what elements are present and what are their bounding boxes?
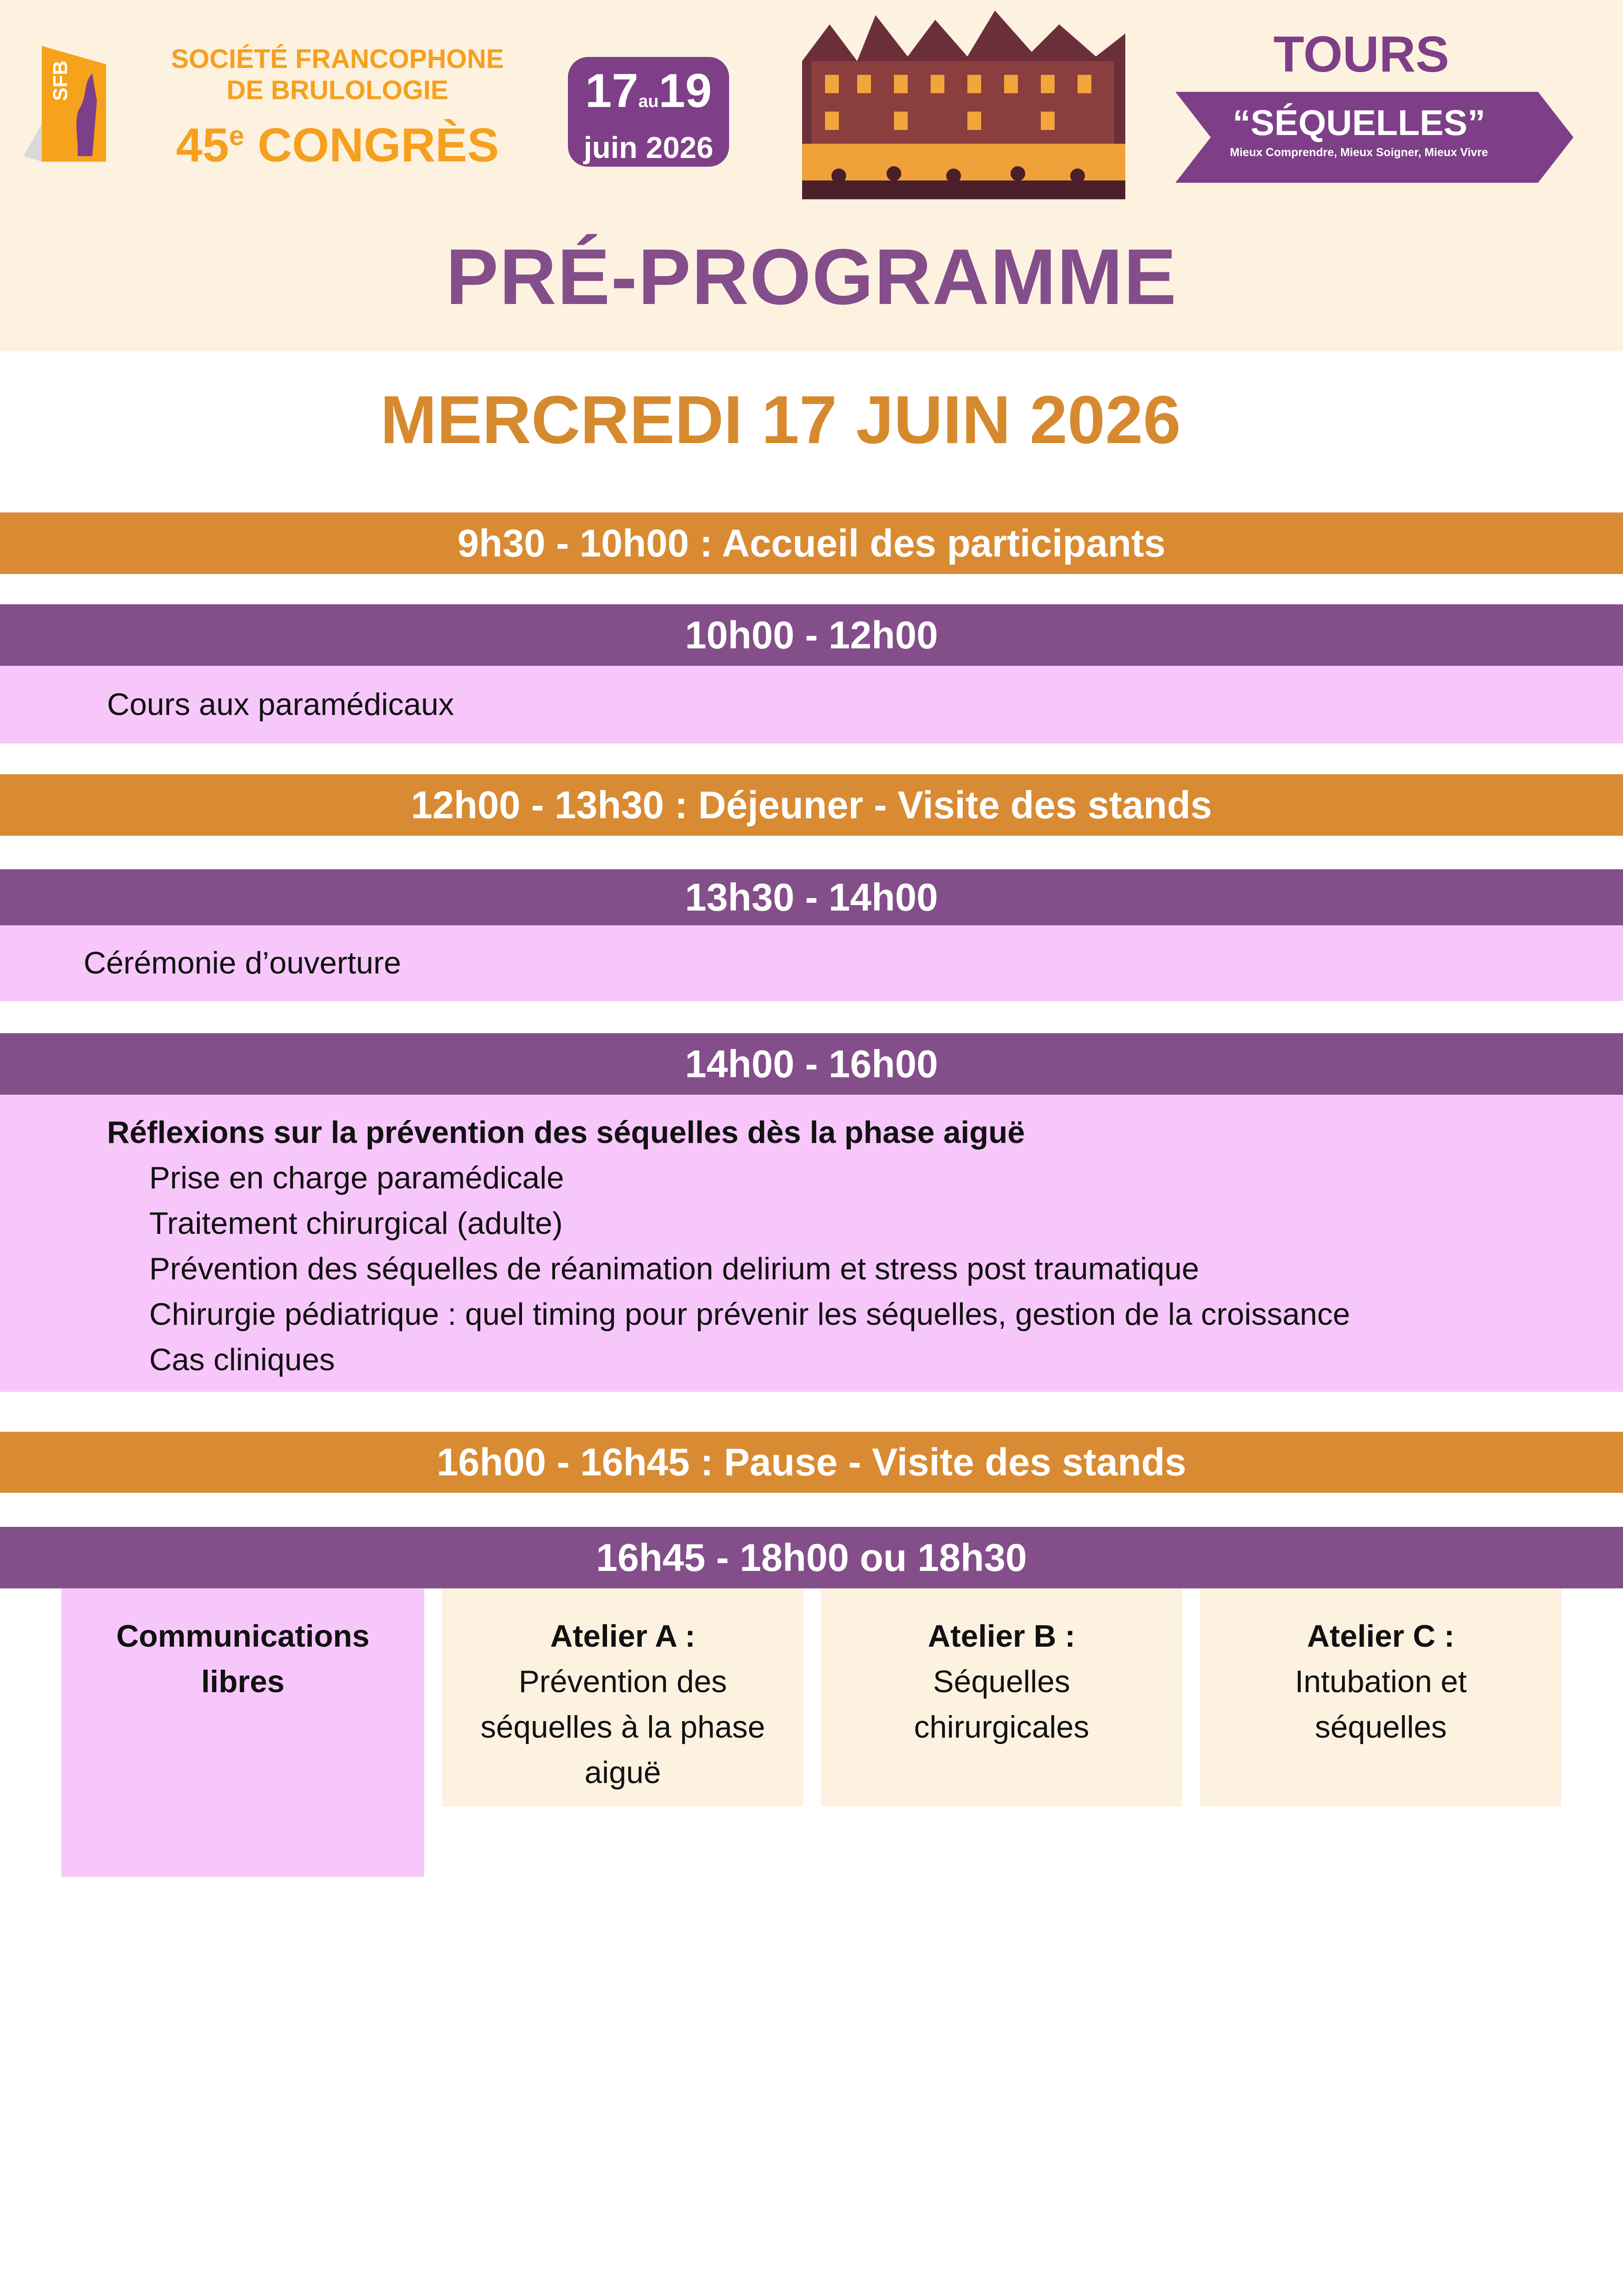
- date-range: [568, 63, 729, 129]
- box-text: Séquelles chirurgicales: [914, 1664, 1089, 1745]
- session-header: 10h00 - 12h00: [0, 604, 1623, 666]
- session-item: Traitement chirurgical (adulte): [149, 1206, 563, 1241]
- theme-subtitle: Mieux Comprendre, Mieux Soigner, Mieux Vivre: [1230, 146, 1488, 159]
- city-name: TOURS: [1273, 26, 1449, 83]
- theme-title: “SÉQUELLES”: [1232, 102, 1486, 143]
- theme-text: [1175, 102, 1543, 162]
- date-month: juin 2026: [584, 130, 713, 164]
- congress-number: 45: [176, 118, 229, 172]
- session-heading: Réflexions sur la prévention des séquelles dès la phase aiguë: [107, 1115, 1025, 1150]
- date-au: au: [638, 92, 659, 111]
- date-from: 17: [585, 64, 639, 118]
- society-name: [156, 44, 519, 175]
- session-content: [0, 1095, 1623, 1392]
- theme-banner: [1175, 92, 1573, 183]
- parallel-atelier-a: [442, 1588, 803, 1806]
- day-title: MERCREDI 17 JUIN 2026: [380, 382, 1181, 458]
- box-text: Prévention des séquelles à la phase aiguë: [480, 1664, 765, 1790]
- parallel-atelier-c: [1200, 1588, 1561, 1806]
- session-header: 13h30 - 14h00: [0, 869, 1623, 925]
- title-band: [0, 202, 1623, 351]
- session-item: Prévention des séquelles de réanimation delirium et stress post traumatique: [149, 1251, 1199, 1286]
- parallel-communications: [62, 1588, 424, 1877]
- session-lunch: 12h00 - 13h30 : Déjeuner - Visite des stands: [0, 774, 1623, 836]
- session-item: Cas cliniques: [149, 1342, 335, 1377]
- society-line: SOCIÉTÉ FRANCOPHONE: [171, 44, 504, 74]
- date-to: 19: [658, 64, 712, 118]
- sfb-logo: [23, 46, 106, 162]
- box-title: Communications libres: [116, 1619, 370, 1699]
- date-badge: [568, 57, 729, 167]
- session-item: Prise en charge paramédicale: [149, 1160, 564, 1195]
- session-header: 16h45 - 18h00 ou 18h30: [0, 1527, 1623, 1588]
- session-text: Cours aux paramédicaux: [107, 687, 454, 722]
- box-title: Atelier B :: [927, 1619, 1076, 1654]
- parallel-atelier-b: [821, 1588, 1182, 1806]
- session-text: Cérémonie d’ouverture: [84, 945, 401, 980]
- congress-word: CONGRÈS: [258, 118, 499, 172]
- box-title: Atelier A :: [550, 1619, 696, 1654]
- header: [0, 0, 1623, 202]
- box-text: Intubation et séquelles: [1295, 1664, 1467, 1745]
- session-content: [0, 666, 1623, 743]
- congress-title: [156, 106, 519, 175]
- session-item: Chirurgie pédiatrique : quel timing pour prévenir les séquelles, gestion de la croissance: [149, 1297, 1350, 1332]
- session-content: [0, 925, 1623, 1001]
- session-header: 14h00 - 16h00: [0, 1033, 1623, 1095]
- tours-illustration: [802, 6, 1125, 199]
- box-title: Atelier C :: [1307, 1619, 1455, 1654]
- session-break: 16h00 - 16h45 : Pause - Visite des stands: [0, 1432, 1623, 1493]
- svg-text:SFB: SFB: [49, 61, 72, 101]
- session-welcome: 9h30 - 10h00 : Accueil des participants: [0, 512, 1623, 574]
- page-title: PRÉ-PROGRAMME: [445, 232, 1178, 321]
- congress-ordinal: e: [229, 120, 245, 151]
- society-line: DE BRULOLOGIE: [226, 75, 449, 105]
